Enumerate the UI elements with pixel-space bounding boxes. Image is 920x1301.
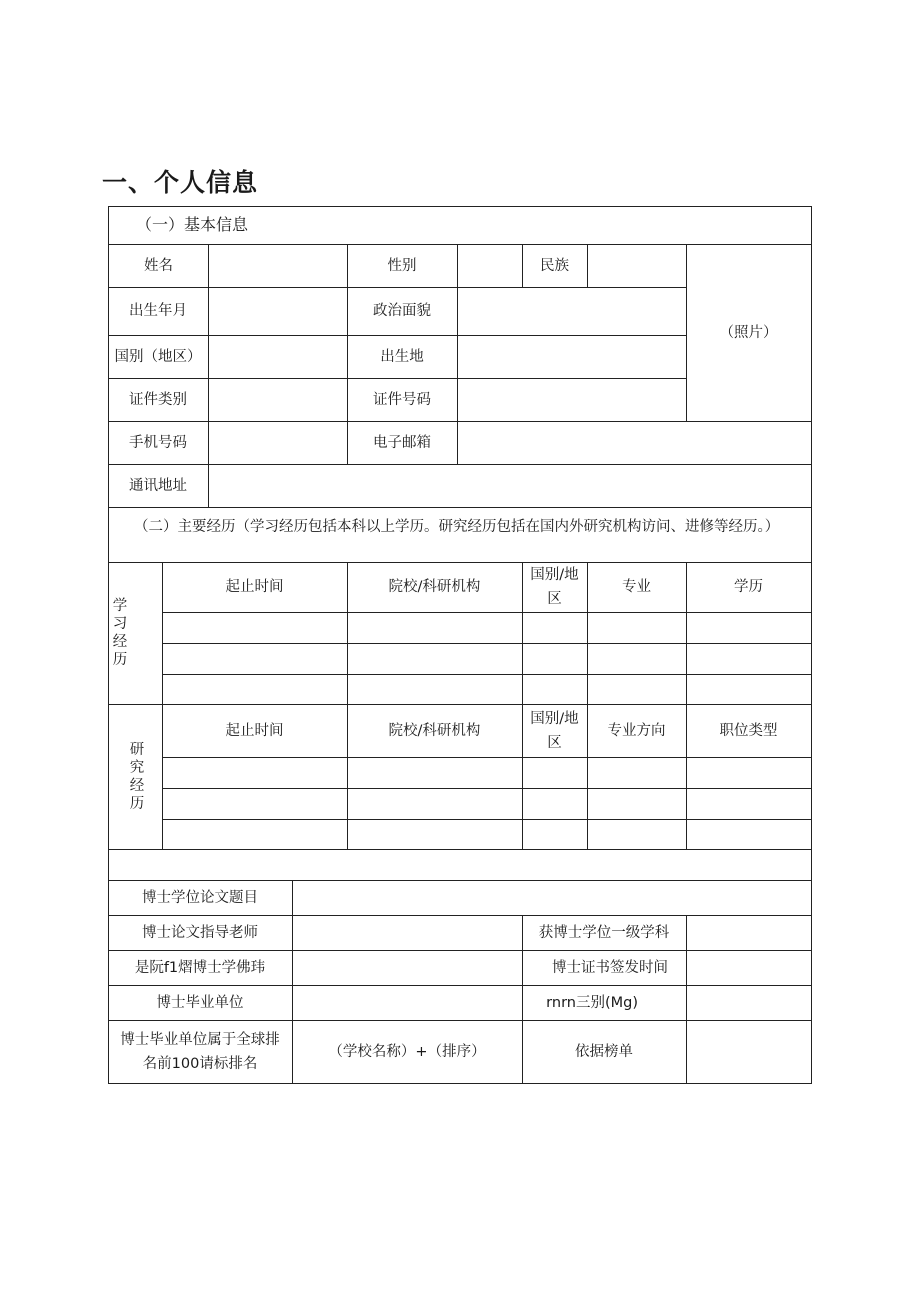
birthplace-label: 出生地 — [347, 335, 458, 379]
phd-unit-label: 博士毕业单位 — [108, 985, 293, 1021]
research-row-1-period[interactable] — [162, 757, 348, 789]
experience-title: （二）主要经历（学习经历包括本科以上学历。研究经历包括在国内外研究机构访问、进修等经历。） — [108, 507, 812, 563]
phone-label: 手机号码 — [108, 421, 209, 465]
research-side-text: 研究经历 — [129, 741, 145, 812]
phd-thesis-label: 博士学位论文题目 — [108, 880, 293, 916]
research-header-position: 职位类型 — [686, 704, 812, 758]
research-header-institution: 院校/科研机构 — [347, 704, 523, 758]
study-header-country-text: 国别/地区 — [530, 567, 579, 607]
study-row-3-major[interactable] — [587, 674, 687, 705]
name-field[interactable] — [208, 244, 348, 288]
phd-rank-label-text: 博士毕业单位属于全球排名前100请标排名 — [120, 1031, 280, 1072]
research-row-3-direction[interactable] — [587, 819, 687, 850]
phd-row4-right-label: rnrn三别(Mg) — [522, 985, 687, 1021]
phd-row4-right-field[interactable] — [686, 985, 812, 1021]
phd-row3-left-label: 是阮f1熠博士学佛玮 — [108, 950, 293, 986]
phd-basis-label: 依据榜单 — [522, 1020, 687, 1084]
political-label: 政治面貌 — [347, 287, 458, 336]
page-title: 一、个人信息 — [102, 168, 259, 197]
study-row-3-period[interactable] — [162, 674, 348, 705]
study-row-2-major[interactable] — [587, 643, 687, 675]
photo-box[interactable]: （照片） — [686, 244, 812, 422]
id-type-label: 证件类别 — [108, 378, 209, 422]
research-row-3-institution[interactable] — [347, 819, 523, 850]
research-row-3-position[interactable] — [686, 819, 812, 850]
blank-row — [108, 849, 812, 881]
study-header-degree: 学历 — [686, 562, 812, 613]
email-field[interactable] — [457, 421, 812, 465]
study-header-institution: 院校/科研机构 — [347, 562, 523, 613]
phd-advisor-field[interactable] — [292, 915, 523, 951]
research-row-2-country[interactable] — [522, 788, 588, 820]
study-row-1-country[interactable] — [522, 612, 588, 644]
political-field[interactable] — [457, 287, 687, 336]
phd-rank-value[interactable]: （学校名称）+（排序） — [292, 1020, 523, 1084]
research-header-country — [522, 704, 588, 758]
study-row-3-country[interactable] — [522, 674, 588, 705]
study-header-country — [522, 562, 588, 613]
ethnicity-field[interactable] — [587, 244, 687, 288]
phd-discipline-field[interactable] — [686, 915, 812, 951]
research-row-3-country[interactable] — [522, 819, 588, 850]
ethnicity-label: 民族 — [522, 244, 588, 288]
phd-rank-label — [108, 1020, 293, 1084]
study-row-2-institution[interactable] — [347, 643, 523, 675]
research-row-1-country[interactable] — [522, 757, 588, 789]
study-row-3-degree[interactable] — [686, 674, 812, 705]
gender-label: 性别 — [347, 244, 458, 288]
study-row-1-period[interactable] — [162, 612, 348, 644]
study-row-2-country[interactable] — [522, 643, 588, 675]
study-header-major: 专业 — [587, 562, 687, 613]
phd-basis-field[interactable] — [686, 1020, 812, 1084]
research-row-1-direction[interactable] — [587, 757, 687, 789]
study-row-2-degree[interactable] — [686, 643, 812, 675]
birth-field[interactable] — [208, 287, 348, 336]
study-row-1-institution[interactable] — [347, 612, 523, 644]
country-label: 国别（地区） — [108, 335, 209, 379]
research-row-3-period[interactable] — [162, 819, 348, 850]
email-label: 电子邮箱 — [347, 421, 458, 465]
research-row-2-institution[interactable] — [347, 788, 523, 820]
phd-thesis-field[interactable] — [292, 880, 812, 916]
research-header-period: 起止时间 — [162, 704, 348, 758]
study-row-1-major[interactable] — [587, 612, 687, 644]
research-header-country-text: 国别/地区 — [530, 710, 579, 751]
basic-info-title: （一）基本信息 — [108, 206, 812, 245]
phd-advisor-label: 博士论文指导老师 — [108, 915, 293, 951]
research-row-2-period[interactable] — [162, 788, 348, 820]
id-number-label: 证件号码 — [347, 378, 458, 422]
address-field[interactable] — [208, 464, 812, 508]
birth-label: 出生年月 — [108, 287, 209, 336]
phd-unit-field[interactable] — [292, 985, 523, 1021]
research-header-direction: 专业方向 — [587, 704, 687, 758]
research-row-1-institution[interactable] — [347, 757, 523, 789]
country-field[interactable] — [208, 335, 348, 379]
id-number-field[interactable] — [457, 378, 687, 422]
study-header-period: 起止时间 — [162, 562, 348, 613]
phd-certificate-time-label: 博士证书签发时间 — [522, 950, 687, 986]
study-row-2-period[interactable] — [162, 643, 348, 675]
research-row-2-position[interactable] — [686, 788, 812, 820]
address-label: 通讯地址 — [108, 464, 209, 508]
birthplace-field[interactable] — [457, 335, 687, 379]
phd-row3-left-field[interactable] — [292, 950, 523, 986]
id-type-field[interactable] — [208, 378, 348, 422]
research-row-2-direction[interactable] — [587, 788, 687, 820]
phone-field[interactable] — [208, 421, 348, 465]
research-row-1-position[interactable] — [686, 757, 812, 789]
name-label: 姓名 — [108, 244, 209, 288]
gender-field[interactable] — [457, 244, 523, 288]
study-side-label — [108, 562, 163, 705]
study-side-text: 学习经历 — [112, 598, 128, 668]
study-row-3-institution[interactable] — [347, 674, 523, 705]
research-side-label — [108, 704, 163, 850]
phd-discipline-label: 获博士学位一级学科 — [522, 915, 687, 951]
study-row-1-degree[interactable] — [686, 612, 812, 644]
phd-certificate-time-field[interactable] — [686, 950, 812, 986]
